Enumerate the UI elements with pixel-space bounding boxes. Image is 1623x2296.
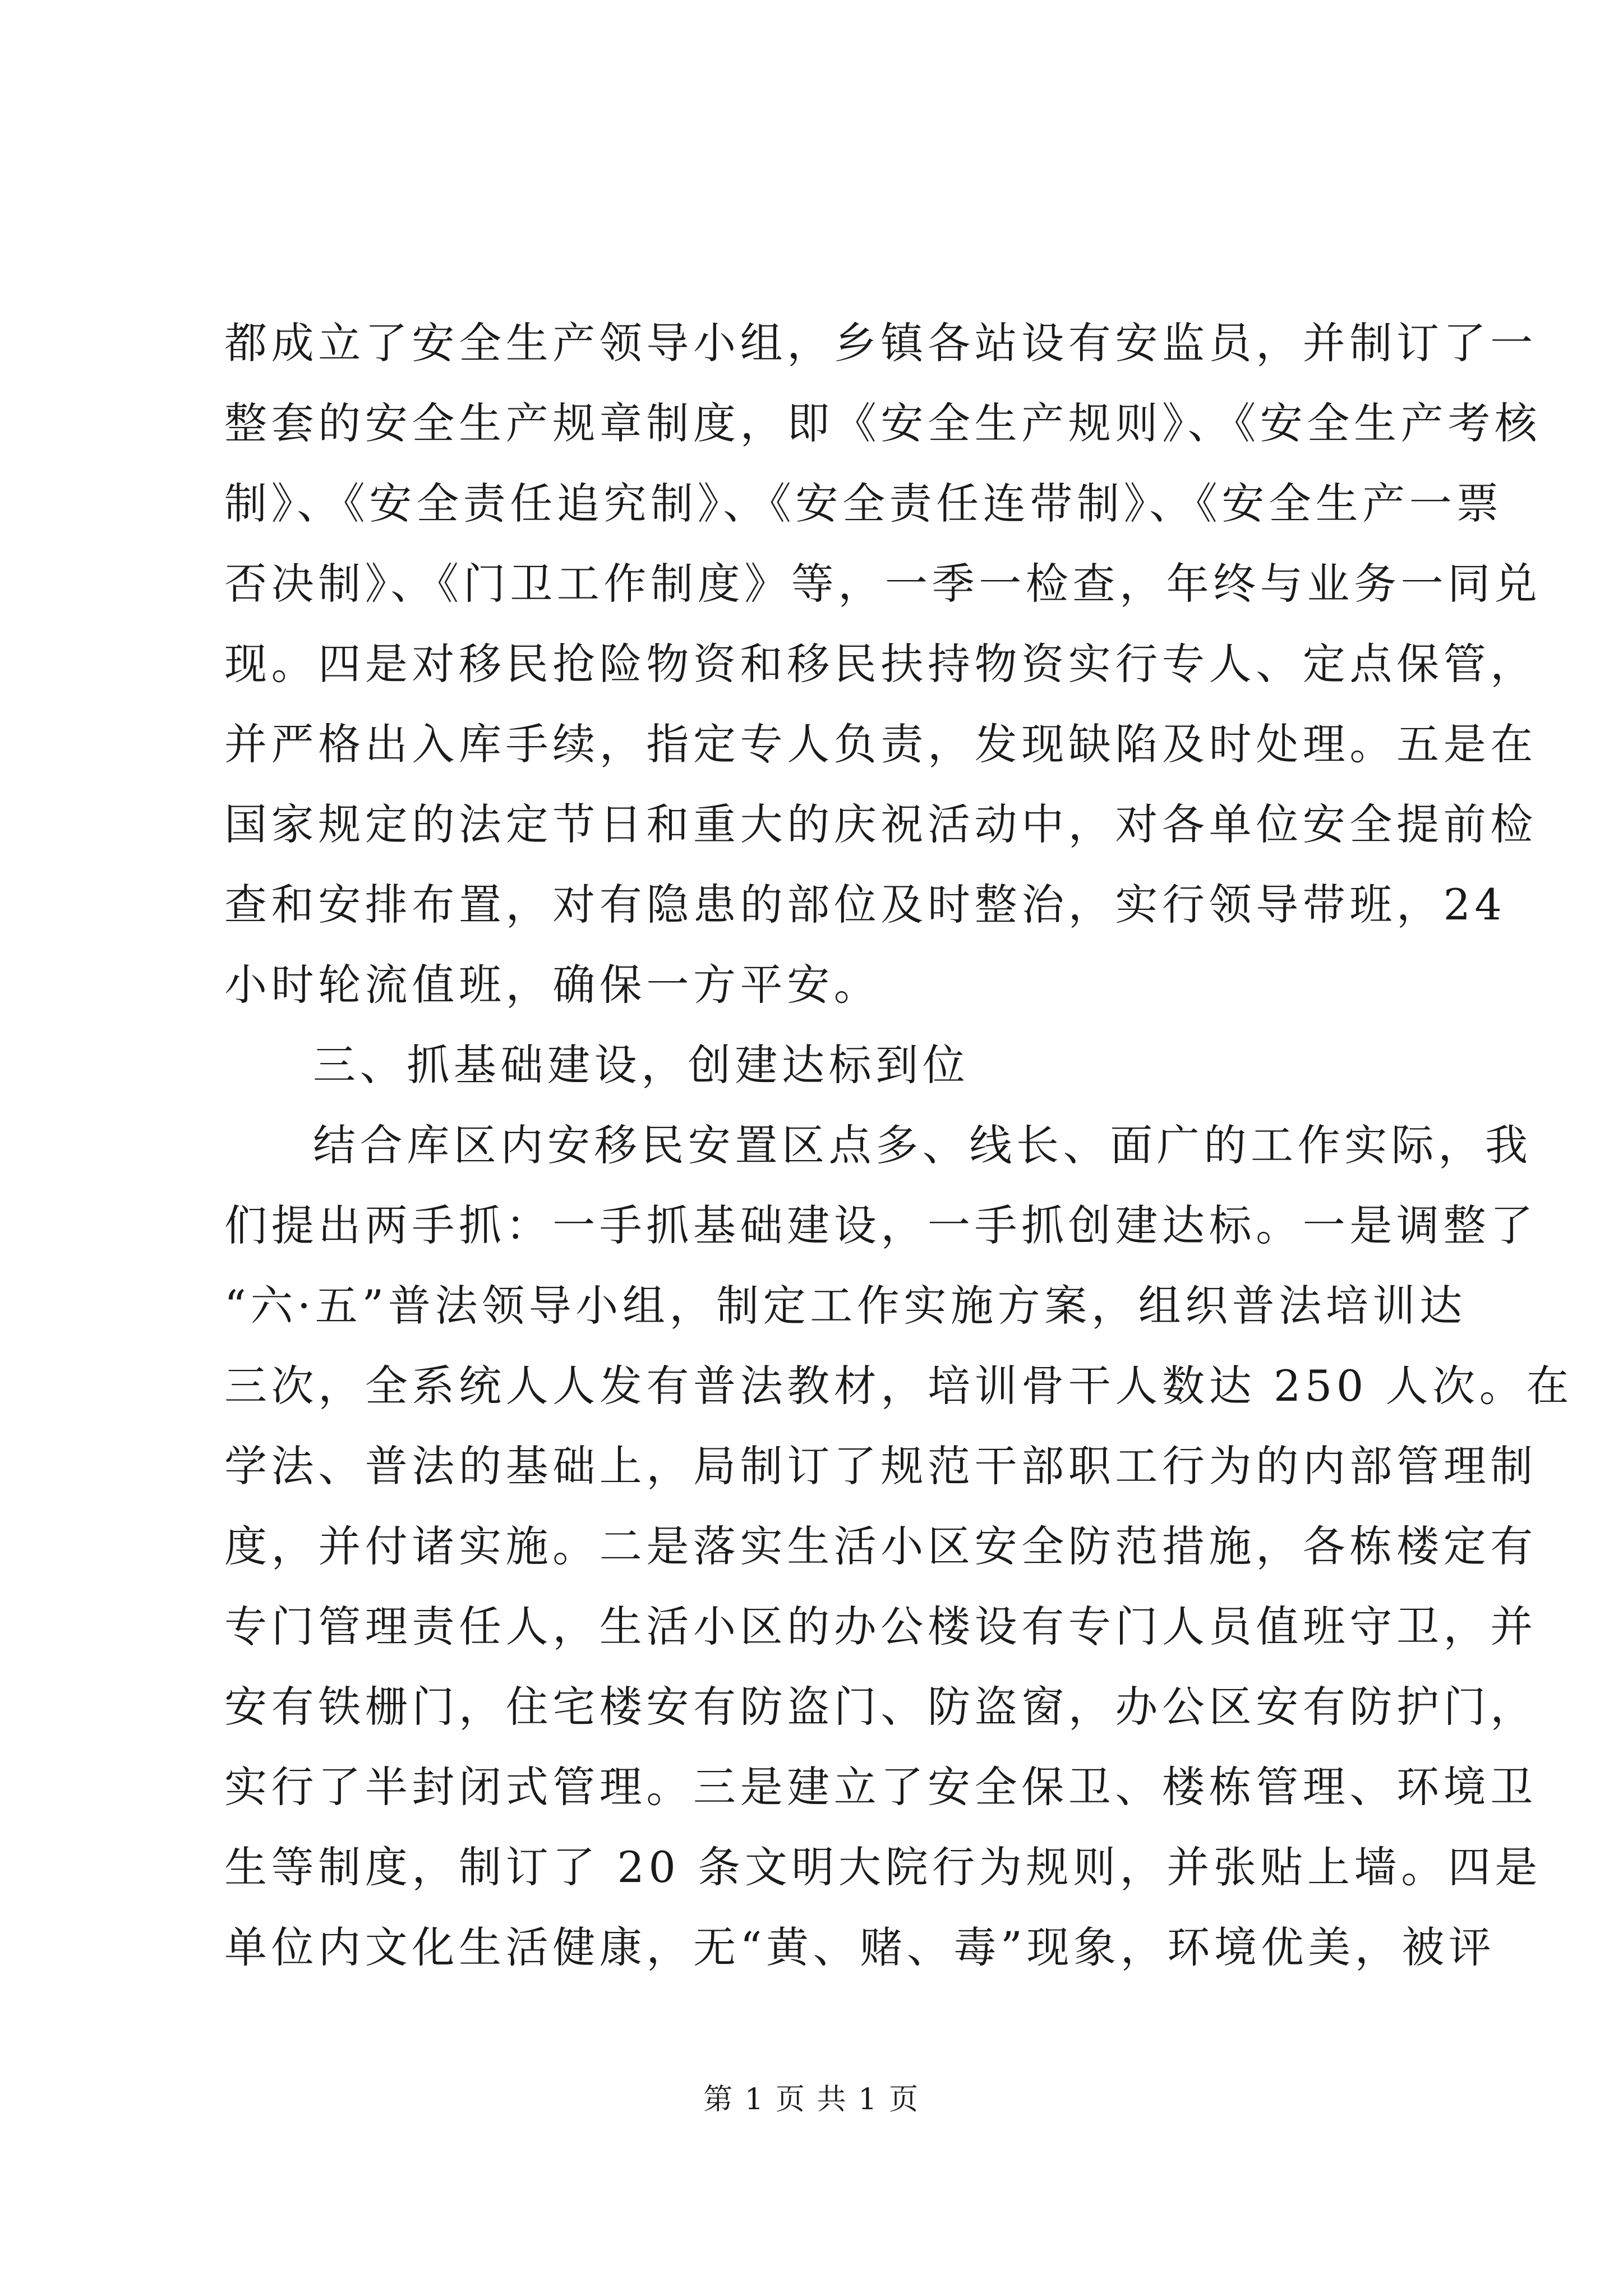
text-line: 度，并付诸实施。二是落实生活小区安全防范措施，各栋楼定有 xyxy=(224,1521,1537,1571)
document-body xyxy=(224,303,1573,1987)
text-line: 整套的安全生产规章制度，即《安全生产规则》、《安全生产考核 xyxy=(224,398,1542,448)
text-line: 单位内文化生活健康，无“黄、赌、毒”现象，环境优美，被评 xyxy=(224,1922,1496,1972)
text-line: 专门管理责任人，生活小区的办公楼设有专门人员值班守卫，并 xyxy=(224,1602,1537,1651)
text-line: 们提出两手抓：一手抓基础建设，一手抓创建达标。一是调整了 xyxy=(224,1200,1537,1250)
text-line: 都成立了安全生产领导小组，乡镇各站设有安监员，并制订了一 xyxy=(224,318,1537,368)
text-line: 并严格出入库手续，指定专人负责，发现缺陷及时处理。五是在 xyxy=(224,719,1537,769)
text-line: 安有铁栅门，住宅楼安有防盗门、防盗窗，办公区安有防护门， xyxy=(224,1682,1537,1732)
text-line: 生等制度，制订了 20 条文明大院行为规则，并张贴上墙。四是 xyxy=(224,1842,1542,1892)
text-line: 国家规定的法定节日和重大的庆祝活动中，对各单位安全提前检 xyxy=(224,799,1537,849)
text-line: 否决制》、《门卫工作制度》等，一季一检查，年终与业务一同兑 xyxy=(224,559,1542,609)
text-line: “六·五”普法领导小组，制定工作实施方案，组织普法培训达 xyxy=(224,1281,1467,1331)
page-footer xyxy=(0,2076,1623,2118)
text-line: 小时轮流值班，确保一方平安。 xyxy=(224,960,881,1010)
text-line: 三次，全系统人人发有普法教材，培训骨干人数达 250 人次。在 xyxy=(224,1361,1573,1411)
section-heading: 三、抓基础建设，创建达标到位 xyxy=(313,1040,970,1090)
text-line: 制》、《安全责任追究制》、《安全责任连带制》、《安全生产一票 xyxy=(224,478,1503,528)
text-line: 学法、普法的基础上，局制订了规范干部职工行为的内部管理制 xyxy=(224,1441,1537,1491)
text-line: 实行了半封闭式管理。三是建立了安全保卫、楼栋管理、环境卫 xyxy=(224,1762,1537,1812)
page-number-label: 第 1 页 共 1 页 xyxy=(703,2083,920,2116)
text-line: 查和安排布置，对有隐患的部位及时整治，实行领导带班，24 xyxy=(224,880,1506,930)
text-line: 现。四是对移民抢险物资和移民扶持物资实行专人、定点保管， xyxy=(224,639,1537,689)
text-line: 结合库区内安移民安置区点多、线长、面广的工作实际，我 xyxy=(313,1120,1532,1170)
